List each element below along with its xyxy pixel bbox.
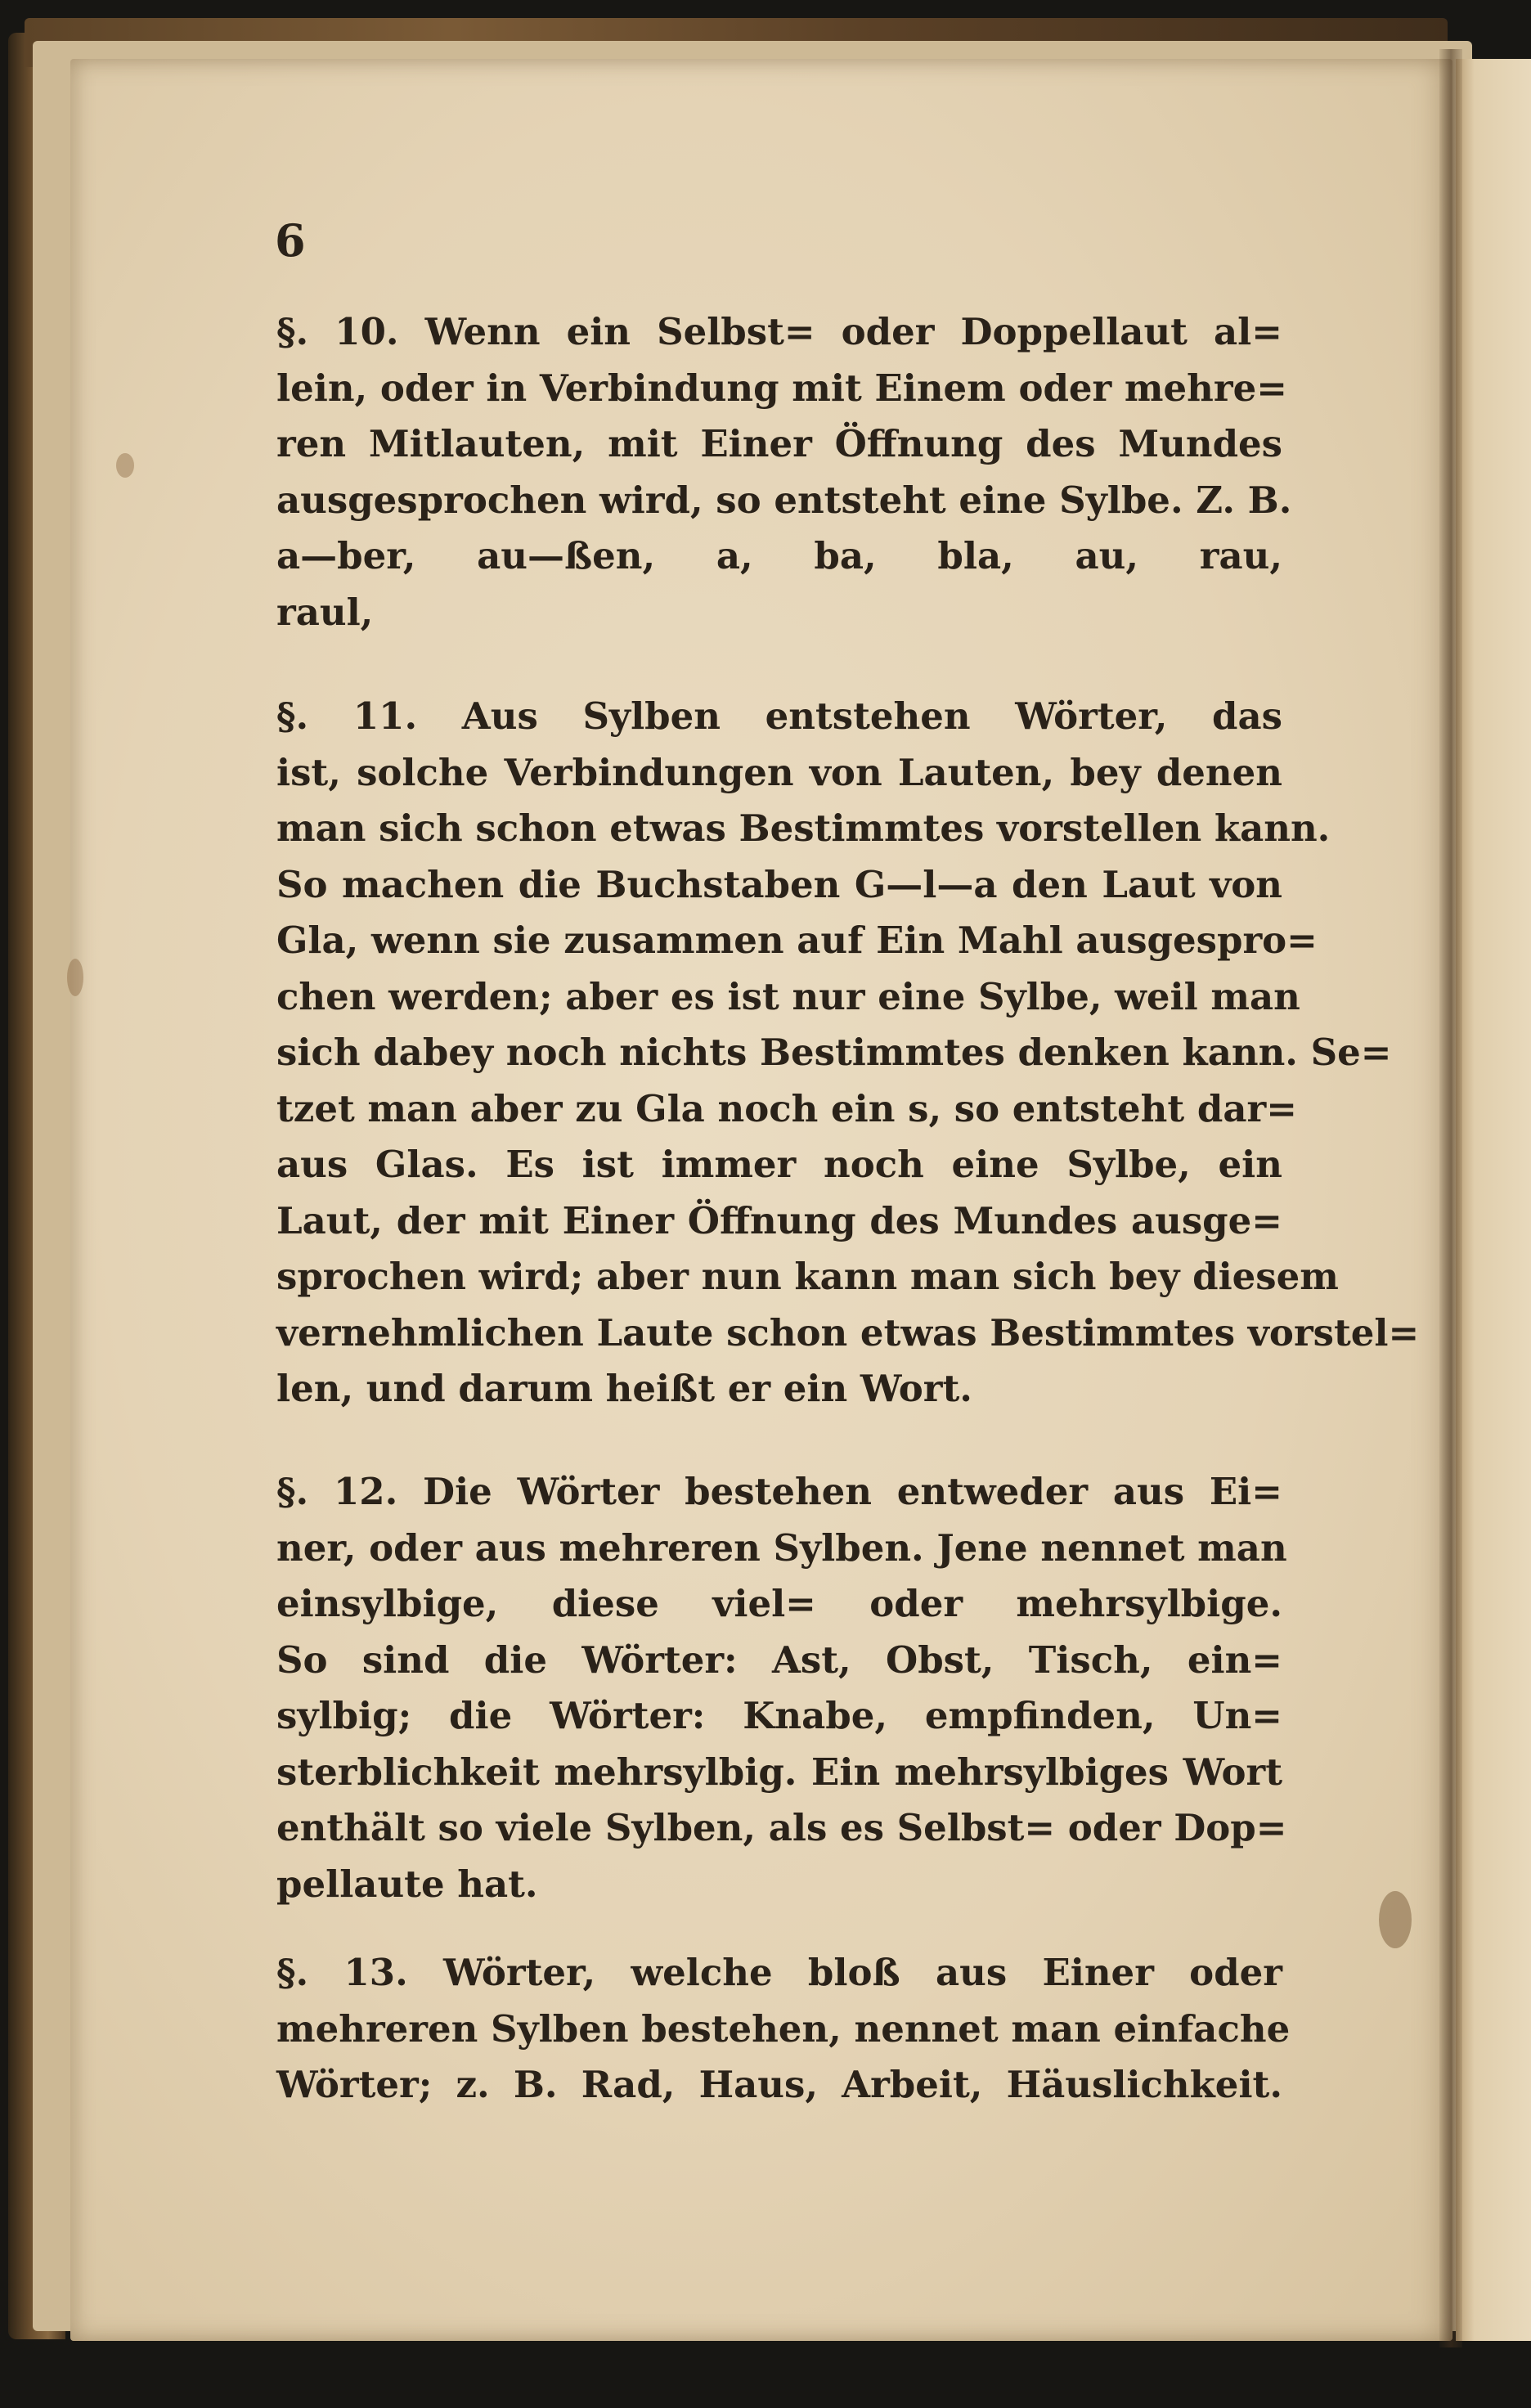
text-line: §. 10. Wenn ein Selbst= oder Doppellaut al= — [276, 310, 1282, 353]
text-line: vernehmlichen Laute schon etwas Bestimmtes vorstel= — [276, 1310, 1420, 1354]
text-line: enthält so viele Sylben, als es Selbst= oder Dop= — [276, 1806, 1287, 1849]
text-line: a—ber, au—ßen, a, ba, bla, au, rau, — [276, 534, 1282, 577]
page-gutter — [1439, 49, 1462, 2347]
text-line: sylbig; die Wörter: Knabe, empfinden, Un= — [276, 1694, 1282, 1737]
text-line: raul, — [276, 590, 374, 634]
paragraph-12 — [276, 1464, 1287, 1912]
text-line: §. 13. Wörter, welche bloß aus Einer oder — [276, 1951, 1282, 1994]
text-line: Wörter; z. B. Rad, Haus, Arbeit, Häuslichkeit. — [276, 2063, 1282, 2106]
text-line: §. 12. Die Wörter bestehen entweder aus Ei= — [276, 1470, 1282, 1513]
stain-mark — [67, 959, 83, 996]
text-line: lein, oder in Verbindung mit Einem oder mehre= — [276, 366, 1287, 410]
text-line: len, und darum heißt er ein Wort. — [276, 1367, 972, 1410]
paragraph-10 — [276, 304, 1292, 640]
text-line: ist, solche Verbindungen von Lauten, bey denen — [276, 750, 1282, 794]
text-line: sterblichkeit mehrsylbig. Ein mehrsylbiges Wort — [276, 1750, 1282, 1794]
text-line: §. 11. Aus Sylben entstehen Wörter, das — [276, 694, 1282, 738]
text-line: tzet man aber zu Gla noch ein s, so entsteht dar= — [276, 1086, 1297, 1130]
text-line: So machen die Buchstaben G—l—a den Laut von — [276, 862, 1282, 906]
text-line: ausgesprochen wird, so entsteht eine Sylbe. Z. B. — [276, 478, 1292, 522]
paragraph-11 — [276, 689, 1420, 1417]
stain-mark — [1379, 1891, 1412, 1948]
text-line: sprochen wird; aber nun kann man sich bey diesem — [276, 1255, 1339, 1298]
text-line: chen werden; aber es ist nur eine Sylbe, weil man — [276, 974, 1300, 1018]
facing-page-edge — [1456, 59, 1531, 2341]
text-line: ren Mitlauten, mit Einer Öffnung des Mundes — [276, 422, 1282, 465]
text-line: sich dabey noch nichts Bestimmtes denken kann. Se= — [276, 1031, 1392, 1074]
page-number: 6 — [275, 214, 306, 267]
text-line: ner, oder aus mehreren Sylben. Jene nennet man — [276, 1525, 1287, 1570]
paragraph-13 — [276, 1945, 1291, 2114]
text-line: mehreren Sylben bestehen, nennet man einfache — [276, 2006, 1291, 2051]
text-line: einsylbige, diese viel= oder mehrsylbige. — [276, 1582, 1282, 1625]
text-line: Gla, wenn sie zusammen auf Ein Mahl ausgespro= — [276, 919, 1318, 962]
text-line: Laut, der mit Einer Öffnung des Mundes ausge= — [276, 1198, 1282, 1242]
stain-mark — [116, 453, 134, 478]
text-line: pellaute hat. — [276, 1862, 538, 1906]
text-line: aus Glas. Es ist immer noch eine Sylbe, ein — [276, 1143, 1282, 1186]
text-line: man sich schon etwas Bestimmtes vorstellen kann. — [276, 806, 1331, 850]
text-line: So sind die Wörter: Ast, Obst, Tisch, ein= — [276, 1638, 1282, 1682]
